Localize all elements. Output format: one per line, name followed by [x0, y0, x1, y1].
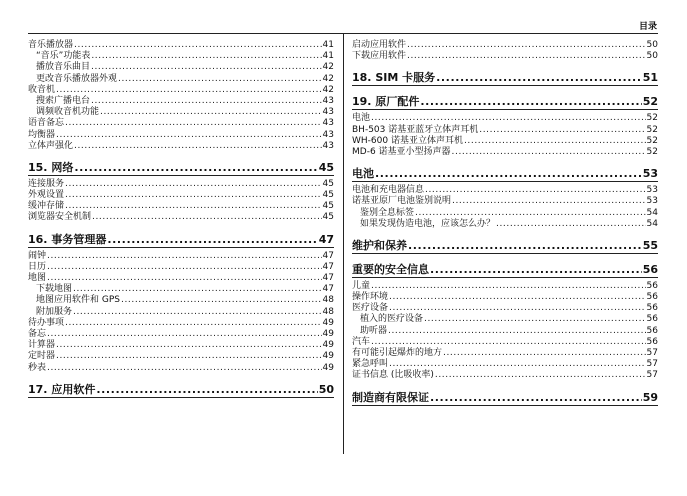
toc-page-number: 52 — [646, 113, 658, 124]
toc-entry-label: 语音备忘 — [28, 118, 65, 129]
toc-entry[interactable] — [28, 329, 334, 340]
toc-entry-label: 电池和充电器信息 — [352, 185, 425, 196]
dot-leader — [107, 232, 317, 247]
dot-leader — [56, 351, 322, 362]
toc-entry[interactable] — [28, 130, 334, 141]
toc-entry-label: 待办事项 — [28, 317, 65, 328]
toc-entry[interactable] — [28, 340, 334, 351]
toc-entry[interactable] — [28, 141, 334, 152]
toc-entry[interactable] — [352, 326, 658, 337]
toc-page-number: 56 — [646, 336, 658, 347]
toc-page-number: 52 — [646, 135, 658, 146]
dot-leader — [464, 136, 646, 147]
toc-entry[interactable] — [28, 284, 334, 295]
toc-entry-label: 鉴别全息标签 — [360, 207, 415, 218]
toc-entry[interactable] — [28, 295, 334, 306]
dot-leader — [91, 62, 322, 73]
toc-page-number: 41 — [322, 40, 334, 50]
toc-page-number: 45 — [322, 190, 334, 201]
toc-page-number: 50 — [318, 382, 334, 396]
toc-entry-label: 备忘 — [28, 328, 47, 339]
toc-entry-label: BH-503 诺基亚蓝牙立体声耳机 — [352, 124, 479, 135]
toc-entry[interactable] — [28, 118, 334, 129]
toc-entry[interactable] — [28, 307, 334, 318]
dot-leader — [452, 147, 646, 158]
toc-section[interactable] — [352, 262, 658, 278]
toc-section[interactable] — [352, 70, 658, 86]
toc-entry-label: 如果发现伪造电池，应该怎么办？ — [360, 218, 496, 229]
toc-entry-label: 调频收音机功能 — [36, 107, 100, 118]
dot-leader — [371, 113, 646, 124]
toc-page-number: 54 — [646, 207, 658, 218]
toc-page-number: 42 — [322, 62, 334, 73]
toc-entry-label: 诺基亚原厂电池鉴别说明 — [352, 196, 452, 207]
toc-page-number: 49 — [322, 328, 334, 339]
toc-entry[interactable] — [28, 262, 334, 273]
toc-page-number: 56 — [646, 325, 658, 336]
toc-entry-label: 启动应用软件 — [352, 40, 407, 50]
dot-leader — [479, 125, 645, 136]
toc-page-number: 50 — [646, 40, 658, 50]
dot-leader — [407, 51, 646, 62]
toc-page-number: 56 — [646, 303, 658, 314]
dot-leader — [56, 130, 322, 141]
dot-leader — [47, 251, 322, 262]
toc-entry[interactable] — [352, 113, 658, 124]
toc-entry[interactable] — [352, 303, 658, 314]
dot-leader — [65, 118, 322, 129]
toc-page-number: 49 — [322, 340, 334, 351]
toc-entry[interactable] — [28, 179, 334, 190]
toc-right-column — [352, 40, 658, 409]
toc-entry[interactable] — [352, 51, 658, 62]
toc-page-number: 53 — [646, 196, 658, 207]
toc-entry[interactable] — [352, 125, 658, 136]
dot-leader — [91, 96, 322, 107]
toc-page-number: 54 — [646, 218, 658, 229]
toc-entry[interactable] — [352, 185, 658, 196]
toc-page-number: 52 — [646, 124, 658, 135]
toc-section[interactable] — [352, 94, 658, 110]
toc-entry-label: 地图应用软件和 GPS — [36, 295, 120, 306]
toc-entry[interactable] — [28, 51, 334, 62]
toc-entry[interactable] — [352, 359, 658, 370]
toc-entry-label: 外观设置 — [28, 190, 65, 201]
toc-entry[interactable] — [28, 273, 334, 284]
toc-entry-label: 更改音乐播放器外观 — [36, 73, 118, 84]
toc-page-number: 45 — [322, 201, 334, 212]
dot-leader — [96, 382, 317, 397]
toc-page-number: 47 — [318, 232, 334, 246]
toc-entry-label: 日历 — [28, 261, 47, 272]
toc-entry[interactable] — [352, 208, 658, 219]
toc-entry-label: 15. 网络 — [28, 160, 74, 174]
toc-entry[interactable] — [28, 96, 334, 107]
dot-leader — [371, 281, 646, 292]
toc-entry[interactable] — [28, 40, 334, 51]
toc-left-column — [28, 40, 334, 401]
dot-leader — [388, 326, 646, 337]
toc-page-number: 50 — [646, 51, 658, 62]
dot-leader — [56, 340, 322, 351]
dot-leader — [443, 348, 646, 359]
toc-page-number: 57 — [646, 370, 658, 381]
toc-entry-label: WH-600 诺基亚立体声耳机 — [352, 135, 463, 146]
toc-entry-label: 搜索广播电台 — [36, 95, 91, 106]
toc-page-number: 43 — [322, 118, 334, 129]
dot-leader — [73, 307, 322, 318]
toc-entry-label: 儿童 — [352, 280, 371, 291]
toc-page-number: 55 — [642, 238, 658, 252]
toc-entry-label: 16. 事务管理器 — [28, 232, 107, 246]
toc-entry[interactable] — [28, 363, 334, 374]
toc-page-number: 43 — [322, 107, 334, 118]
toc-entry-label: 维护和保养 — [352, 238, 407, 252]
toc-entry-label: 紧急呼叫 — [352, 359, 389, 370]
toc-entry-label: 均衡器 — [28, 129, 56, 140]
toc-entry-label: “音乐”功能表 — [36, 51, 91, 62]
toc-entry-label: 证书信息 (比吸收率) — [352, 370, 434, 381]
toc-entry[interactable] — [352, 337, 658, 348]
dot-leader — [371, 337, 646, 348]
toc-page-number: 45 — [322, 178, 334, 189]
toc-entry-label: 下载地图 — [36, 284, 73, 295]
dot-leader — [389, 359, 646, 370]
toc-entry-label: 电池 — [352, 167, 374, 181]
toc-entry[interactable] — [352, 292, 658, 303]
toc-page-number: 47 — [322, 273, 334, 283]
dot-leader — [47, 273, 322, 284]
dot-leader — [65, 190, 322, 201]
toc-section[interactable] — [28, 382, 334, 398]
toc-entry-label: 医疗设备 — [352, 303, 389, 314]
toc-entry[interactable] — [28, 351, 334, 362]
dot-leader — [424, 314, 646, 325]
dot-leader — [121, 295, 322, 306]
dot-leader — [92, 212, 322, 223]
toc-entry-label: 汽车 — [352, 336, 371, 347]
toc-entry[interactable] — [28, 74, 334, 85]
toc-entry-label: 闹钟 — [28, 250, 47, 261]
toc-page-number: 47 — [322, 250, 334, 261]
toc-entry[interactable] — [28, 107, 334, 118]
toc-page-number: 51 — [642, 71, 658, 85]
toc-entry-label: 有可能引起爆炸的地方 — [352, 348, 443, 358]
toc-entry-label: 播放音乐曲目 — [36, 62, 91, 73]
toc-entry[interactable] — [352, 370, 658, 381]
toc-page-number: 57 — [646, 359, 658, 370]
dot-leader — [407, 40, 646, 51]
dot-leader — [56, 85, 322, 96]
dot-leader — [389, 303, 646, 314]
toc-entry-label: 制造商有限保证 — [352, 390, 429, 404]
toc-section[interactable] — [352, 238, 658, 254]
toc-section[interactable] — [28, 232, 334, 248]
toc-page-number: 48 — [322, 306, 334, 317]
dot-leader — [74, 40, 322, 51]
toc-entry[interactable] — [352, 40, 658, 51]
toc-section[interactable] — [28, 160, 334, 176]
toc-entry-label: 定时器 — [28, 351, 56, 362]
dot-leader — [436, 70, 642, 85]
dot-leader — [425, 185, 646, 196]
toc-entry-label: 操作环境 — [352, 292, 389, 303]
toc-page-number: 56 — [646, 292, 658, 303]
toc-entry[interactable] — [28, 85, 334, 96]
dot-leader — [65, 318, 322, 329]
toc-page-number: 47 — [322, 284, 334, 295]
toc-page-number: 43 — [322, 95, 334, 106]
toc-page-number: 45 — [322, 212, 334, 223]
toc-page-number: 48 — [322, 295, 334, 306]
toc-entry[interactable] — [352, 219, 658, 230]
toc-entry-label: 17. 应用软件 — [28, 382, 96, 396]
dot-leader — [91, 51, 321, 62]
toc-entry-label: 缓冲存储 — [28, 201, 65, 212]
dot-leader — [408, 238, 642, 253]
toc-entry-label: 音乐播放器 — [28, 40, 74, 50]
toc-section[interactable] — [352, 390, 658, 406]
dot-leader — [74, 141, 322, 152]
dot-leader — [65, 179, 322, 190]
toc-entry-label: 助听器 — [360, 325, 388, 336]
toc-page-number: 41 — [322, 51, 334, 62]
toc-entry[interactable] — [28, 201, 334, 212]
dot-leader — [452, 196, 646, 207]
toc-page-number: 49 — [322, 351, 334, 362]
toc-entry[interactable] — [28, 190, 334, 201]
toc-page-number: 53 — [642, 167, 658, 181]
dot-leader — [47, 329, 322, 340]
toc-page-number: 43 — [322, 129, 334, 140]
toc-entry-label: 立体声强化 — [28, 140, 74, 151]
toc-page-number: 52 — [646, 146, 658, 157]
dot-leader — [73, 284, 322, 295]
toc-entry-label: 19. 原厂配件 — [352, 95, 420, 109]
dot-leader — [74, 160, 317, 175]
dot-leader — [420, 94, 641, 109]
dot-leader — [118, 74, 322, 85]
toc-entry[interactable] — [352, 281, 658, 292]
column-divider — [343, 34, 344, 454]
toc-page-number: 59 — [642, 390, 658, 404]
toc-entry[interactable] — [352, 147, 658, 158]
dot-leader — [415, 208, 646, 219]
toc-entry-label: 浏览器安全机制 — [28, 212, 92, 223]
toc-entry-label: 附加服务 — [36, 306, 73, 317]
dot-leader — [435, 370, 646, 381]
toc-entry[interactable] — [352, 348, 658, 359]
toc-page-number: 56 — [642, 262, 658, 276]
dot-leader — [389, 292, 646, 303]
toc-page-number: 42 — [322, 84, 334, 95]
toc-entry-label: 下载应用软件 — [352, 51, 407, 62]
toc-entry[interactable] — [352, 314, 658, 325]
toc-page-number: 49 — [322, 362, 334, 373]
toc-page-number: 49 — [322, 317, 334, 328]
toc-page-number: 45 — [318, 160, 334, 174]
dot-leader — [100, 107, 322, 118]
page-header-title: 目录 — [638, 22, 657, 32]
toc-entry-label: 秒表 — [28, 362, 47, 373]
toc-page-number: 53 — [646, 185, 658, 196]
toc-page-number: 43 — [322, 140, 334, 151]
toc-page-number: 57 — [646, 348, 658, 358]
dot-leader — [430, 390, 642, 405]
dot-leader — [375, 166, 642, 181]
toc-entry-label: 18. SIM 卡服务 — [352, 71, 436, 85]
toc-entry-label: 连接服务 — [28, 178, 65, 189]
toc-entry-label: 计算器 — [28, 340, 56, 351]
toc-page-number: 56 — [646, 280, 658, 291]
toc-entry[interactable] — [352, 196, 658, 207]
dot-leader — [496, 219, 646, 230]
toc-page-number: 42 — [322, 73, 334, 84]
toc-entry[interactable] — [28, 62, 334, 73]
dot-leader — [47, 262, 322, 273]
toc-page-number: 52 — [642, 95, 658, 109]
dot-leader — [430, 262, 642, 277]
toc-entry[interactable] — [352, 136, 658, 147]
toc-entry-label: 电池 — [352, 113, 371, 124]
toc-section[interactable] — [352, 166, 658, 182]
toc-entry-label: 植入的医疗设备 — [360, 314, 424, 325]
toc-entry[interactable] — [28, 212, 334, 223]
toc-page-number: 47 — [322, 261, 334, 272]
toc-entry[interactable] — [28, 251, 334, 262]
toc-entry[interactable] — [28, 318, 334, 329]
toc-page-number: 56 — [646, 314, 658, 325]
dot-leader — [47, 363, 322, 374]
toc-entry-label: 重要的安全信息 — [352, 262, 429, 276]
toc-entry-label: MD-6 诺基亚小型扬声器 — [352, 146, 451, 157]
dot-leader — [65, 201, 322, 212]
toc-entry-label: 地图 — [28, 273, 47, 283]
toc-entry-label: 收音机 — [28, 84, 56, 95]
